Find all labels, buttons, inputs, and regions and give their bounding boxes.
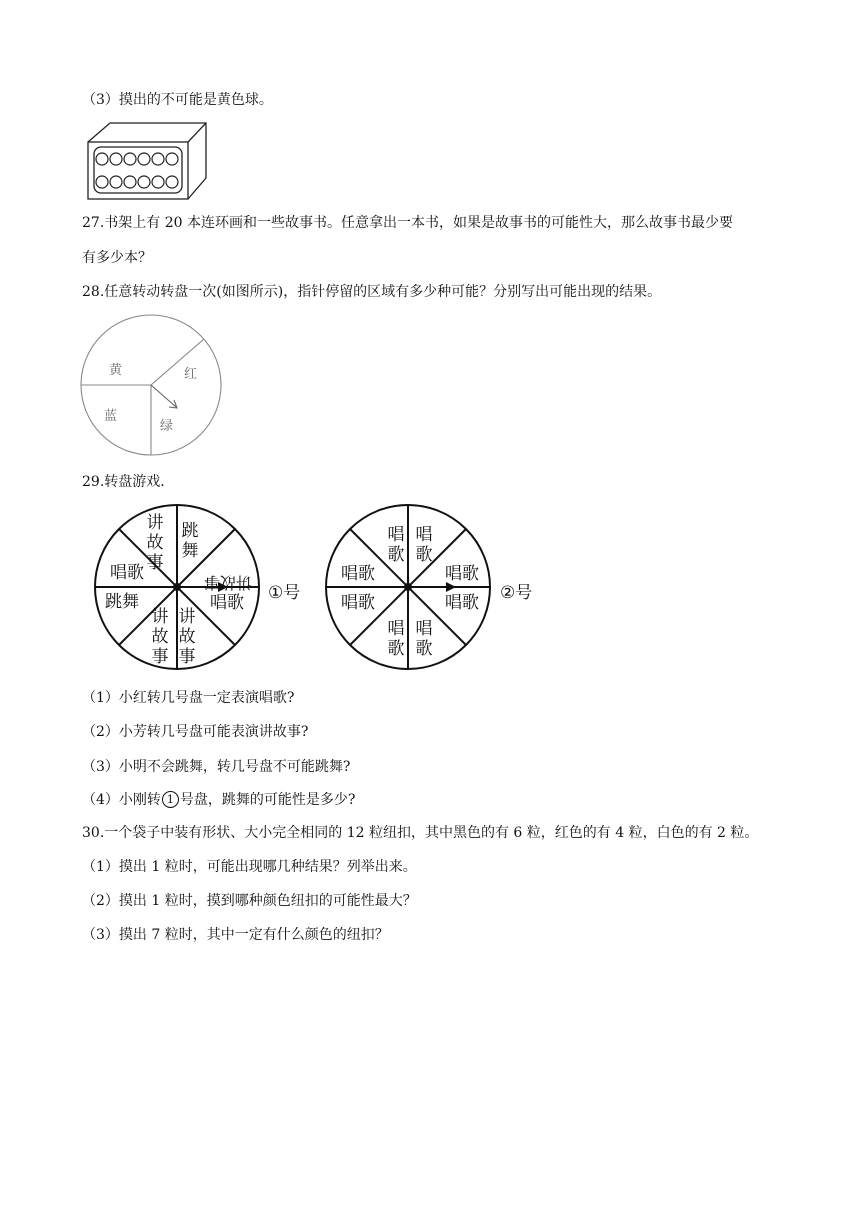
- spinner-pointer: [151, 385, 177, 408]
- q29-item1: （1）小红转几号盘一定表演唱歌?: [82, 690, 295, 706]
- svg-text:歌: 歌: [387, 545, 405, 565]
- svg-text:故: 故: [146, 533, 164, 553]
- balls: [96, 153, 178, 188]
- q26-item3: （3）摸出的不可能是黄色球。: [82, 92, 273, 108]
- svg-text:唱: 唱: [387, 619, 405, 639]
- svg-text:故: 故: [151, 627, 169, 647]
- svg-text:唱歌: 唱歌: [341, 593, 375, 613]
- svg-text:故: 故: [178, 627, 196, 647]
- wheel-2: [326, 505, 532, 669]
- q27-text-line2: 有多少本？: [82, 250, 152, 266]
- q29-wheels-figure: [90, 500, 550, 680]
- q28-text: 28.任意转动转盘一次(如图所示)，指针停留的区域有多少种可能？分别写出可能出现的结果。: [82, 284, 662, 300]
- wheel-1-label: ①号: [268, 583, 301, 603]
- q30-item1: （1）摸出 1 粒时，可能出现哪几种结果？列举出来。: [82, 859, 417, 875]
- label-red: 红: [184, 367, 198, 382]
- wheel-1: [95, 505, 300, 669]
- svg-text:事: 事: [146, 553, 164, 573]
- svg-text:唱歌: 唱歌: [110, 563, 144, 583]
- svg-text:唱: 唱: [415, 619, 433, 639]
- q27-text-line1: 27.书架上有 20 本连环画和一些故事书。任意拿出一本书，如果是故事书的可能性大，那么故事书最少要: [82, 215, 733, 231]
- svg-text:跳: 跳: [181, 521, 199, 541]
- svg-text:唱歌: 唱歌: [445, 564, 479, 584]
- label-green: 绿: [160, 419, 174, 434]
- circled-number: 1: [162, 791, 179, 808]
- svg-text:唱: 唱: [415, 525, 433, 545]
- w1-story-rotated: 讲故事: [203, 573, 253, 592]
- svg-text:唱歌: 唱歌: [445, 593, 479, 613]
- svg-text:唱歌: 唱歌: [210, 593, 244, 613]
- ball-box-figure: [86, 120, 210, 202]
- label-blue: 蓝: [104, 409, 118, 424]
- q28-spinner: [78, 312, 224, 458]
- svg-text:歌: 歌: [387, 639, 405, 659]
- svg-text:事: 事: [151, 647, 169, 667]
- q29-item4-post: 号盘，跳舞的可能性是多少?: [179, 792, 356, 808]
- svg-text:唱歌: 唱歌: [341, 564, 375, 584]
- wheel-2-label: ②号: [500, 583, 533, 603]
- svg-text:舞: 舞: [181, 541, 199, 561]
- svg-text:讲: 讲: [151, 607, 169, 627]
- q30-item3: （3）摸出 7 粒时，其中一定有什么颜色的纽扣？: [82, 927, 389, 943]
- q29-item4: [82, 790, 355, 810]
- svg-text:跳舞: 跳舞: [105, 592, 139, 612]
- q29-item2: （2）小芳转几号盘可能表演讲故事?: [82, 724, 309, 740]
- q29-title: 29.转盘游戏.: [82, 474, 165, 490]
- svg-text:讲: 讲: [178, 607, 196, 627]
- svg-text:歌: 歌: [415, 545, 433, 565]
- svg-text:歌: 歌: [415, 639, 433, 659]
- label-yellow: 黄: [109, 363, 123, 378]
- q30-item2: （2）摸出 1 粒时，摸到哪种颜色纽扣的可能性最大？: [82, 893, 417, 909]
- svg-text:事: 事: [178, 647, 196, 667]
- svg-text:唱: 唱: [387, 525, 405, 545]
- svg-text:讲: 讲: [146, 513, 164, 533]
- q30-text: 30.一个袋子中装有形状、大小完全相同的 12 粒纽扣，其中黑色的有 6 粒，红色的有 4 粒，白色的有 2 粒。: [82, 825, 759, 841]
- q29-item3: （3）小明不会跳舞，转几号盘不可能跳舞?: [82, 759, 351, 775]
- q29-item4-pre: （4）小刚转: [82, 792, 161, 808]
